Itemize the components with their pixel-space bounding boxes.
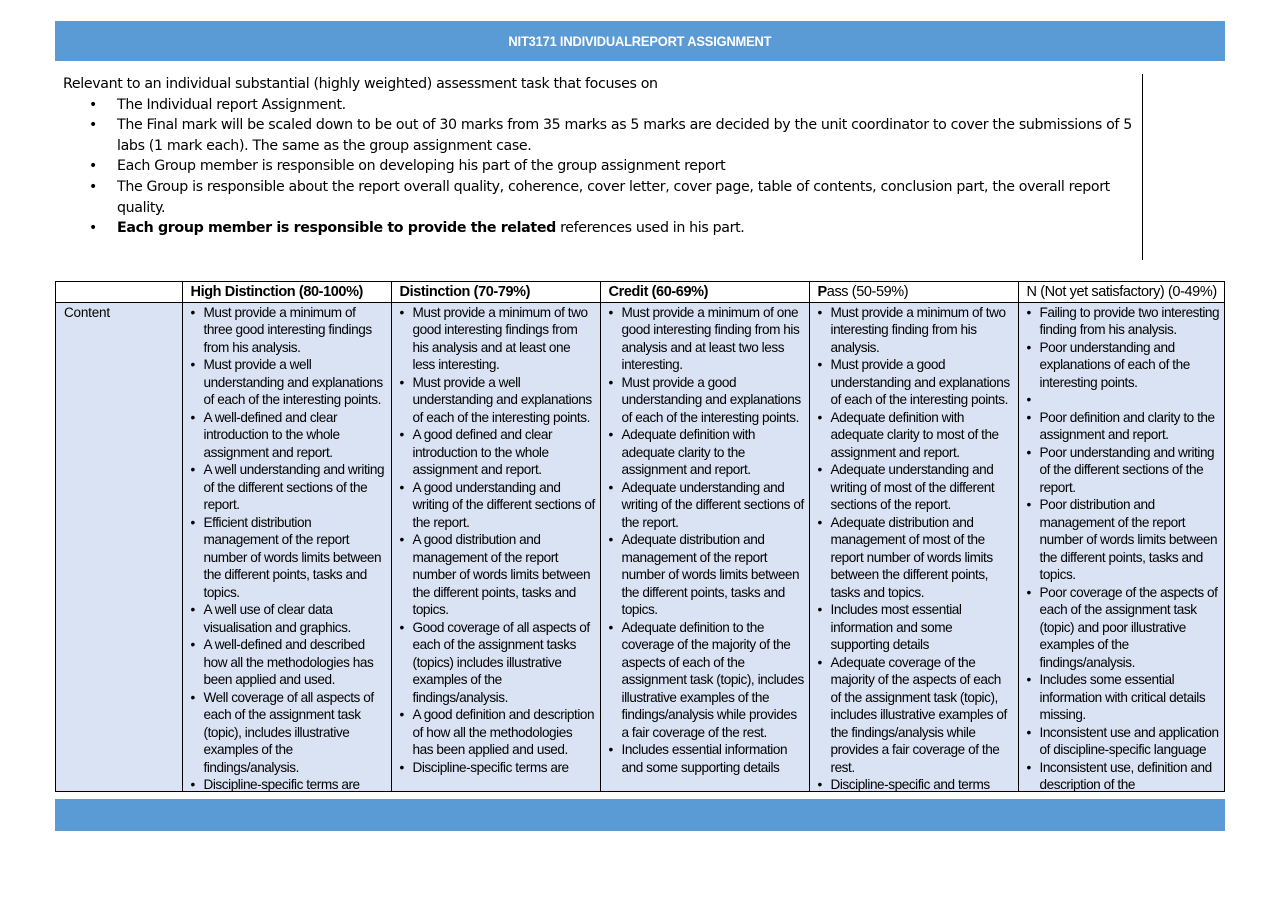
criteria-item: • Discipline-specific terms are [400, 759, 596, 777]
criteria-item: • Well coverage of all aspects of each of the assignment task (topic), includes illustrative examples of the findings/analysis. [191, 689, 387, 777]
criteria-item: • Adequate definition to the coverage of the majority of the aspects of each of the assignment task (topic), includes illustrative examples of the findings/analysis while provides a fair coverage of the rest. [609, 619, 805, 742]
criteria-item: • Includes some essential information with critical details missing. [1027, 671, 1223, 724]
cell-credit [600, 302, 809, 792]
intro-lead: Relevant to an individual substantial (highly weighted) assessment task that focuses on [63, 76, 658, 92]
criteria-item: • Adequate distribution and management of the report number of words limits between the different points, tasks and topics. [609, 531, 805, 619]
criteria-item: • A well-defined and clear introduction to the whole assignment and report. [191, 409, 387, 462]
criteria-item: • Must provide a minimum of three good interesting findings from his analysis. [191, 304, 387, 357]
criteria-item: • A good defined and clear introduction to the whole assignment and report. [400, 426, 596, 479]
criteria-item: • A good understanding and writing of the different sections of the report. [400, 479, 596, 532]
criteria-item: • Poor understanding and writing of the different sections of the report. [1027, 444, 1223, 497]
intro-bullet: • The Group is responsible about the report overall quality, coherence, cover letter, cover page, table of contents, conclusion part, the overall report quality. [63, 177, 1143, 218]
criteria-item: • Includes most essential information and some supporting details [818, 601, 1014, 654]
criteria-item: • Adequate distribution and management of most of the report number of words limits between the different points, tasks and topics. [818, 514, 1014, 602]
criteria-item: • Adequate understanding and writing of most of the different sections of the report. [818, 461, 1014, 514]
criteria-item: • Adequate definition with adequate clarity to most of the assignment and report. [818, 409, 1014, 462]
cell-distinction [391, 302, 600, 792]
criteria-item: • Poor distribution and management of the report number of words limits between the different points, tasks and topics. [1027, 496, 1223, 584]
header-pass: Pass (50-59%) [809, 282, 1018, 302]
cell-pass [809, 302, 1018, 792]
header-high-distinction: High Distinction (80-100%) [182, 282, 391, 302]
criteria-item: • Poor understanding and explanations of each of the interesting points. [1027, 339, 1223, 392]
header-credit: Credit (60-69%) [600, 282, 809, 302]
criteria-list [1027, 304, 1223, 793]
criteria-item: • Must provide a minimum of two interesting finding from his analysis. [818, 304, 1014, 357]
criteria-item: • Poor coverage of the aspects of each of the assignment task (topic) and poor illustrative examples of the findings/analysis. [1027, 584, 1223, 672]
document-title: NIT3171 INDIVIDUALREPORT ASSIGNMENT [508, 33, 772, 49]
rubric-header-row [56, 282, 1225, 302]
criteria-list [609, 304, 805, 777]
intro-bullet: • The Individual report Assignment. [63, 95, 1143, 116]
criteria-item: • Adequate definition with adequate clarity to the assignment and report. [609, 426, 805, 479]
criteria-item [1027, 391, 1223, 409]
criteria-item: • A good distribution and management of the report number of words limits between the different points, tasks and topics. [400, 531, 596, 619]
intro-section [63, 74, 1143, 239]
row-label-content: Content [56, 302, 182, 792]
criteria-item: • Efficient distribution management of the report number of words limits between the different points, tasks and topics. [191, 514, 387, 602]
criteria-item: • Must provide a well understanding and explanations of each of the interesting points. [191, 356, 387, 409]
header-distinction: Distinction (70-79%) [391, 282, 600, 302]
criteria-item: • Discipline-specific and terms [818, 776, 1014, 792]
criteria-item: • Must provide a minimum of two good interesting findings from his analysis and at least one less interesting. [400, 304, 596, 374]
criteria-item: • Inconsistent use and application of discipline-specific language [1027, 724, 1223, 759]
footer-banner [55, 799, 1225, 831]
criteria-item: • Adequate understanding and writing of the different sections of the report. [609, 479, 805, 532]
criteria-list [191, 304, 387, 793]
criteria-item: • A good definition and description of how all the methodologies has been applied and used. [400, 706, 596, 759]
rubric-table [55, 281, 1225, 792]
criteria-item: • Poor definition and clarity to the assignment and report. [1027, 409, 1223, 444]
criteria-item: • A well understanding and writing of the different sections of the report. [191, 461, 387, 514]
intro-right-rule [1142, 74, 1143, 260]
criteria-item: • A well use of clear data visualisation and graphics. [191, 601, 387, 636]
criteria-list [400, 304, 596, 777]
criteria-item: • Must provide a well understanding and explanations of each of the interesting points. [400, 374, 596, 427]
criteria-item: • Good coverage of all aspects of each of the assignment tasks (topics) includes illustrative examples of the findings/analysis. [400, 619, 596, 707]
cell-not-satisfactory [1018, 302, 1225, 792]
title-banner [55, 21, 1225, 61]
criteria-item: • Must provide a minimum of one good interesting finding from his analysis and at least two less interesting. [609, 304, 805, 374]
criteria-list [818, 304, 1014, 793]
header-not-satisfactory: N (Not yet satisfactory) (0-49%) [1018, 282, 1225, 302]
cell-high-distinction [182, 302, 391, 792]
criteria-item: • Inconsistent use, definition and description of the [1027, 759, 1223, 793]
rubric-content-row [56, 302, 1225, 792]
intro-bullet [63, 218, 1143, 239]
criteria-item: • Includes essential information and some supporting details [609, 741, 805, 776]
intro-bullet: • Each Group member is responsible on developing his part of the group assignment report [63, 156, 1143, 177]
criteria-item: • A well-defined and described how all the methodologies has been applied and used. [191, 636, 387, 689]
criteria-item: • Must provide a good understanding and explanations of each of the interesting points. [818, 356, 1014, 409]
intro-bullet-bold: Each group member is responsible to provide the related [117, 220, 556, 237]
intro-bullet: • The Final mark will be scaled down to be out of 30 marks from 35 marks as 5 marks are decided by the unit coordinator to cover the submissions of 5 labs (1 mark each). The same as the group assignment case. [63, 115, 1143, 156]
criteria-item: • Failing to provide two interesting finding from his analysis. [1027, 304, 1223, 339]
criteria-item: • Adequate coverage of the majority of the aspects of each of the assignment task (topic), includes illustrative examples of the findings/analysis while provides a fair coverage of the rest. [818, 654, 1014, 777]
intro-bullet-rest: references used in his part. [555, 220, 745, 237]
header-corner [56, 282, 182, 302]
intro-bullet-list [63, 95, 1143, 239]
criteria-item: • Discipline-specific terms are [191, 776, 387, 792]
criteria-item: • Must provide a good understanding and explanations of each of the interesting points. [609, 374, 805, 427]
